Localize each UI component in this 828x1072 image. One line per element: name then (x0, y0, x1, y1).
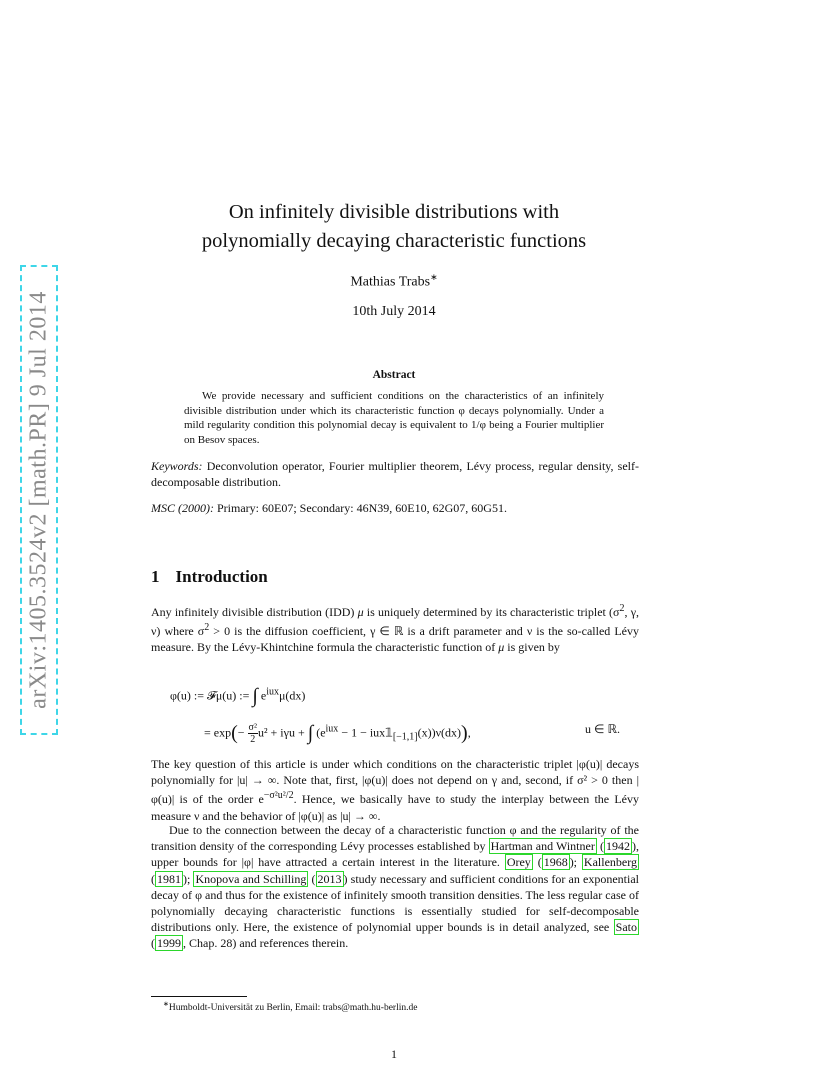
citation-hartman-wintner[interactable]: Hartman and Wintner (490, 839, 595, 854)
abstract-heading: Abstract (372, 369, 416, 381)
eq2-integrand-a: (e (316, 725, 326, 740)
keywords-text: Deconvolution operator, Fourier multiplier theorem, Lévy process, regular density, self-decomposable distribution. (151, 459, 639, 489)
footnote-rule (151, 996, 247, 997)
footnote (163, 1000, 639, 1013)
author-footnote-mark: ∗ (430, 272, 438, 282)
para1-text-2: is uniquely determined by its characteristic triplet (σ (363, 605, 620, 619)
para1-text-4: > 0 is the diffusion coefficient, γ ∈ ℝ is a drift parameter and ν is the so-called Lévy measure. By the Lévy-Khintchine formula the characteristic function of (151, 624, 639, 655)
title-line-1: On infinitely divisible distributions with (228, 201, 560, 223)
para3-text-d: ); (183, 871, 194, 886)
msc-classification (151, 500, 639, 516)
paragraph-1: Any infinitely divisible distribution (IDD) μ is uniquely determined by its characteristic triplet ($\sigma^2$, γ, ν) where $\sigma^2 > 0$ is the diffusion coefficient, γ ∈ ℝ is a drift parameter and ν is the so-called Lévy measure. By the Lévy-Khintchine formula the characteristic function of μ is given by (151, 603, 640, 655)
citation-sato[interactable]: Sato (615, 920, 637, 935)
arxiv-stamp[interactable] (20, 265, 58, 735)
paper-date: 10th July 2014 (352, 304, 436, 319)
page-number: 1 (391, 1047, 397, 1061)
equation-line-1: φ(u) := 𝓕μ(u) := ∫ $e^{iux}\mu(dx)$ (170, 685, 306, 707)
eq2-integrand-sup: iux (325, 723, 339, 735)
eq2-integrand-b: − 1 − iux𝟙 (338, 725, 393, 740)
para2-text-2: . Hence, we basically have to study the interplay between the Lévy measure ν and the behavior of |φ(u)| as |u| → ∞. (151, 792, 640, 823)
msc-label: MSC (2000): (151, 501, 214, 515)
eq2-frac-num: σ² (248, 722, 257, 733)
keywords (151, 458, 639, 490)
citation-knopova-schilling[interactable]: Knopova and Schilling (195, 871, 307, 886)
arxiv-stamp-text: arXiv:1405.3524v2 [math.PR] 9 Jul 2014 (25, 291, 52, 709)
para3-text-a: Due to the connection between the decay of a characteristic function φ and the regularity of the transition density of the corresponding Lévy processes established by (151, 823, 639, 854)
para3-text-c: ); (569, 855, 582, 870)
footnote-mark: ∗ (163, 1000, 169, 1008)
eq2-fraction (248, 722, 258, 745)
citation-year-1942[interactable]: 1942 (606, 839, 630, 854)
eq1-exp-base: e (260, 688, 267, 703)
eq2-minus: − (237, 725, 248, 740)
eq2-exp: = exp (204, 725, 232, 740)
para3-text-b: ), upper bounds for |φ| have attracted a certain interest in the literature. (151, 839, 639, 870)
author-name: Mathias Trabs (350, 274, 431, 290)
para2-sup: −σ²u²/2 (263, 790, 294, 802)
citation-year-1981[interactable]: 1981 (157, 871, 181, 886)
section-heading (151, 567, 268, 587)
eq2-integrand-c: (x))ν(dx) (417, 725, 462, 740)
msc-text: Primary: 60E07; Secondary: 46N39, 60E10, 62G07, 60G51. (217, 501, 507, 515)
eq2-terms: u² + iγu + (257, 725, 308, 740)
eq1-lhs: φ(u) := 𝓕μ(u) := (170, 688, 253, 703)
section-number: 1 (151, 567, 160, 586)
abstract-body: We provide necessary and sufficient conditions on the characteristics of an infinitely divisible distribution under which its characteristic function φ decays polynomially. Under a mild regularity condition this polynomial decay is equivalent to 1/φ being a Fourier multiplier on Besov spaces. (184, 390, 604, 447)
citation-orey[interactable]: Orey (506, 855, 531, 870)
eq2-indicator-sub: [−1,1] (392, 731, 418, 743)
para1-text-5: is given by (504, 640, 560, 655)
para1-text-3: , γ, ν) where σ (151, 605, 640, 639)
eq2-frac-den: 2 (250, 734, 256, 745)
footnote-text: Humboldt-Universität zu Berlin, Email: trabs@math.hu-berlin.de (168, 1003, 418, 1014)
para3-text-f: , Chap. 28) and references therein. (183, 936, 349, 951)
para2-text-1: The key question of this article is under which conditions on the characteristic triplet |φ(u)| decays polynomially for |u| → ∞. Note that, first, |φ(u)| does not depend on γ and, second, if σ² > 0 then |φ(u)| is of the order e (151, 757, 639, 807)
keywords-label: Keywords: (151, 459, 203, 473)
citation-year-1999[interactable]: 1999 (157, 936, 181, 951)
para3-text-e: ) study necessary and sufficient conditions for an exponential decay of φ and thus for the existence of infinitely smooth transition densities. The less regular case of polynomially decaying characteristic functions is essentially studied for self-decomposable distributions only. Here, the existence of polynomial upper bounds is in detail analyzed, see (151, 871, 639, 935)
para1-text-1: Any infinitely divisible distribution (IDD) (151, 605, 358, 619)
author (150, 272, 638, 291)
eq2-comma: , (467, 725, 471, 740)
paragraph-2 (151, 756, 639, 824)
citation-kallenberg[interactable]: Kallenberg (583, 855, 637, 870)
eq2-condition: u ∈ ℝ. (585, 722, 620, 736)
eq1-exp-sup: iux (266, 686, 279, 698)
paragraph-3: Due to the connection between the decay of a characteristic function φ and the regularity of the transition density of the corresponding Lévy processes established by Hartman and Wintner ( 1942 ), upper bounds for |φ| have attracted a certain interest in the literature. Orey ( 1968 ); Kallenberg ( 1981 ); Knopova and Schilling ( 2013 ) study necessary and sufficient conditions for an exponential decay of φ and thus for the existence of infinitely smooth transition densities. The less regular case of polynomially decaying characteristic functions is essentially studied for self-decomposable distributions only. Here, the existence of polynomial upper bounds is in detail analyzed, see Sato ( 1999 , Chap. 28) and references therein. (151, 823, 639, 951)
paper-title (150, 198, 638, 256)
title-line-2: polynomially decaying characteristic functions (201, 230, 587, 252)
eq1-measure: μ(dx) (279, 688, 306, 703)
citation-year-2013[interactable]: 2013 (317, 871, 342, 886)
equation-line-2: = exp(− $\frac{\text{σ²}}{2}u^2 + i\gamma u$ + ∫ ($e^{iux} - 1$ − $iux𝟙_{[-1,1]}(x))\nu(dx)$), u ∈ ℝ. (204, 722, 620, 745)
section-title: Introduction (175, 567, 268, 586)
citation-year-1968[interactable]: 1968 (543, 855, 568, 870)
